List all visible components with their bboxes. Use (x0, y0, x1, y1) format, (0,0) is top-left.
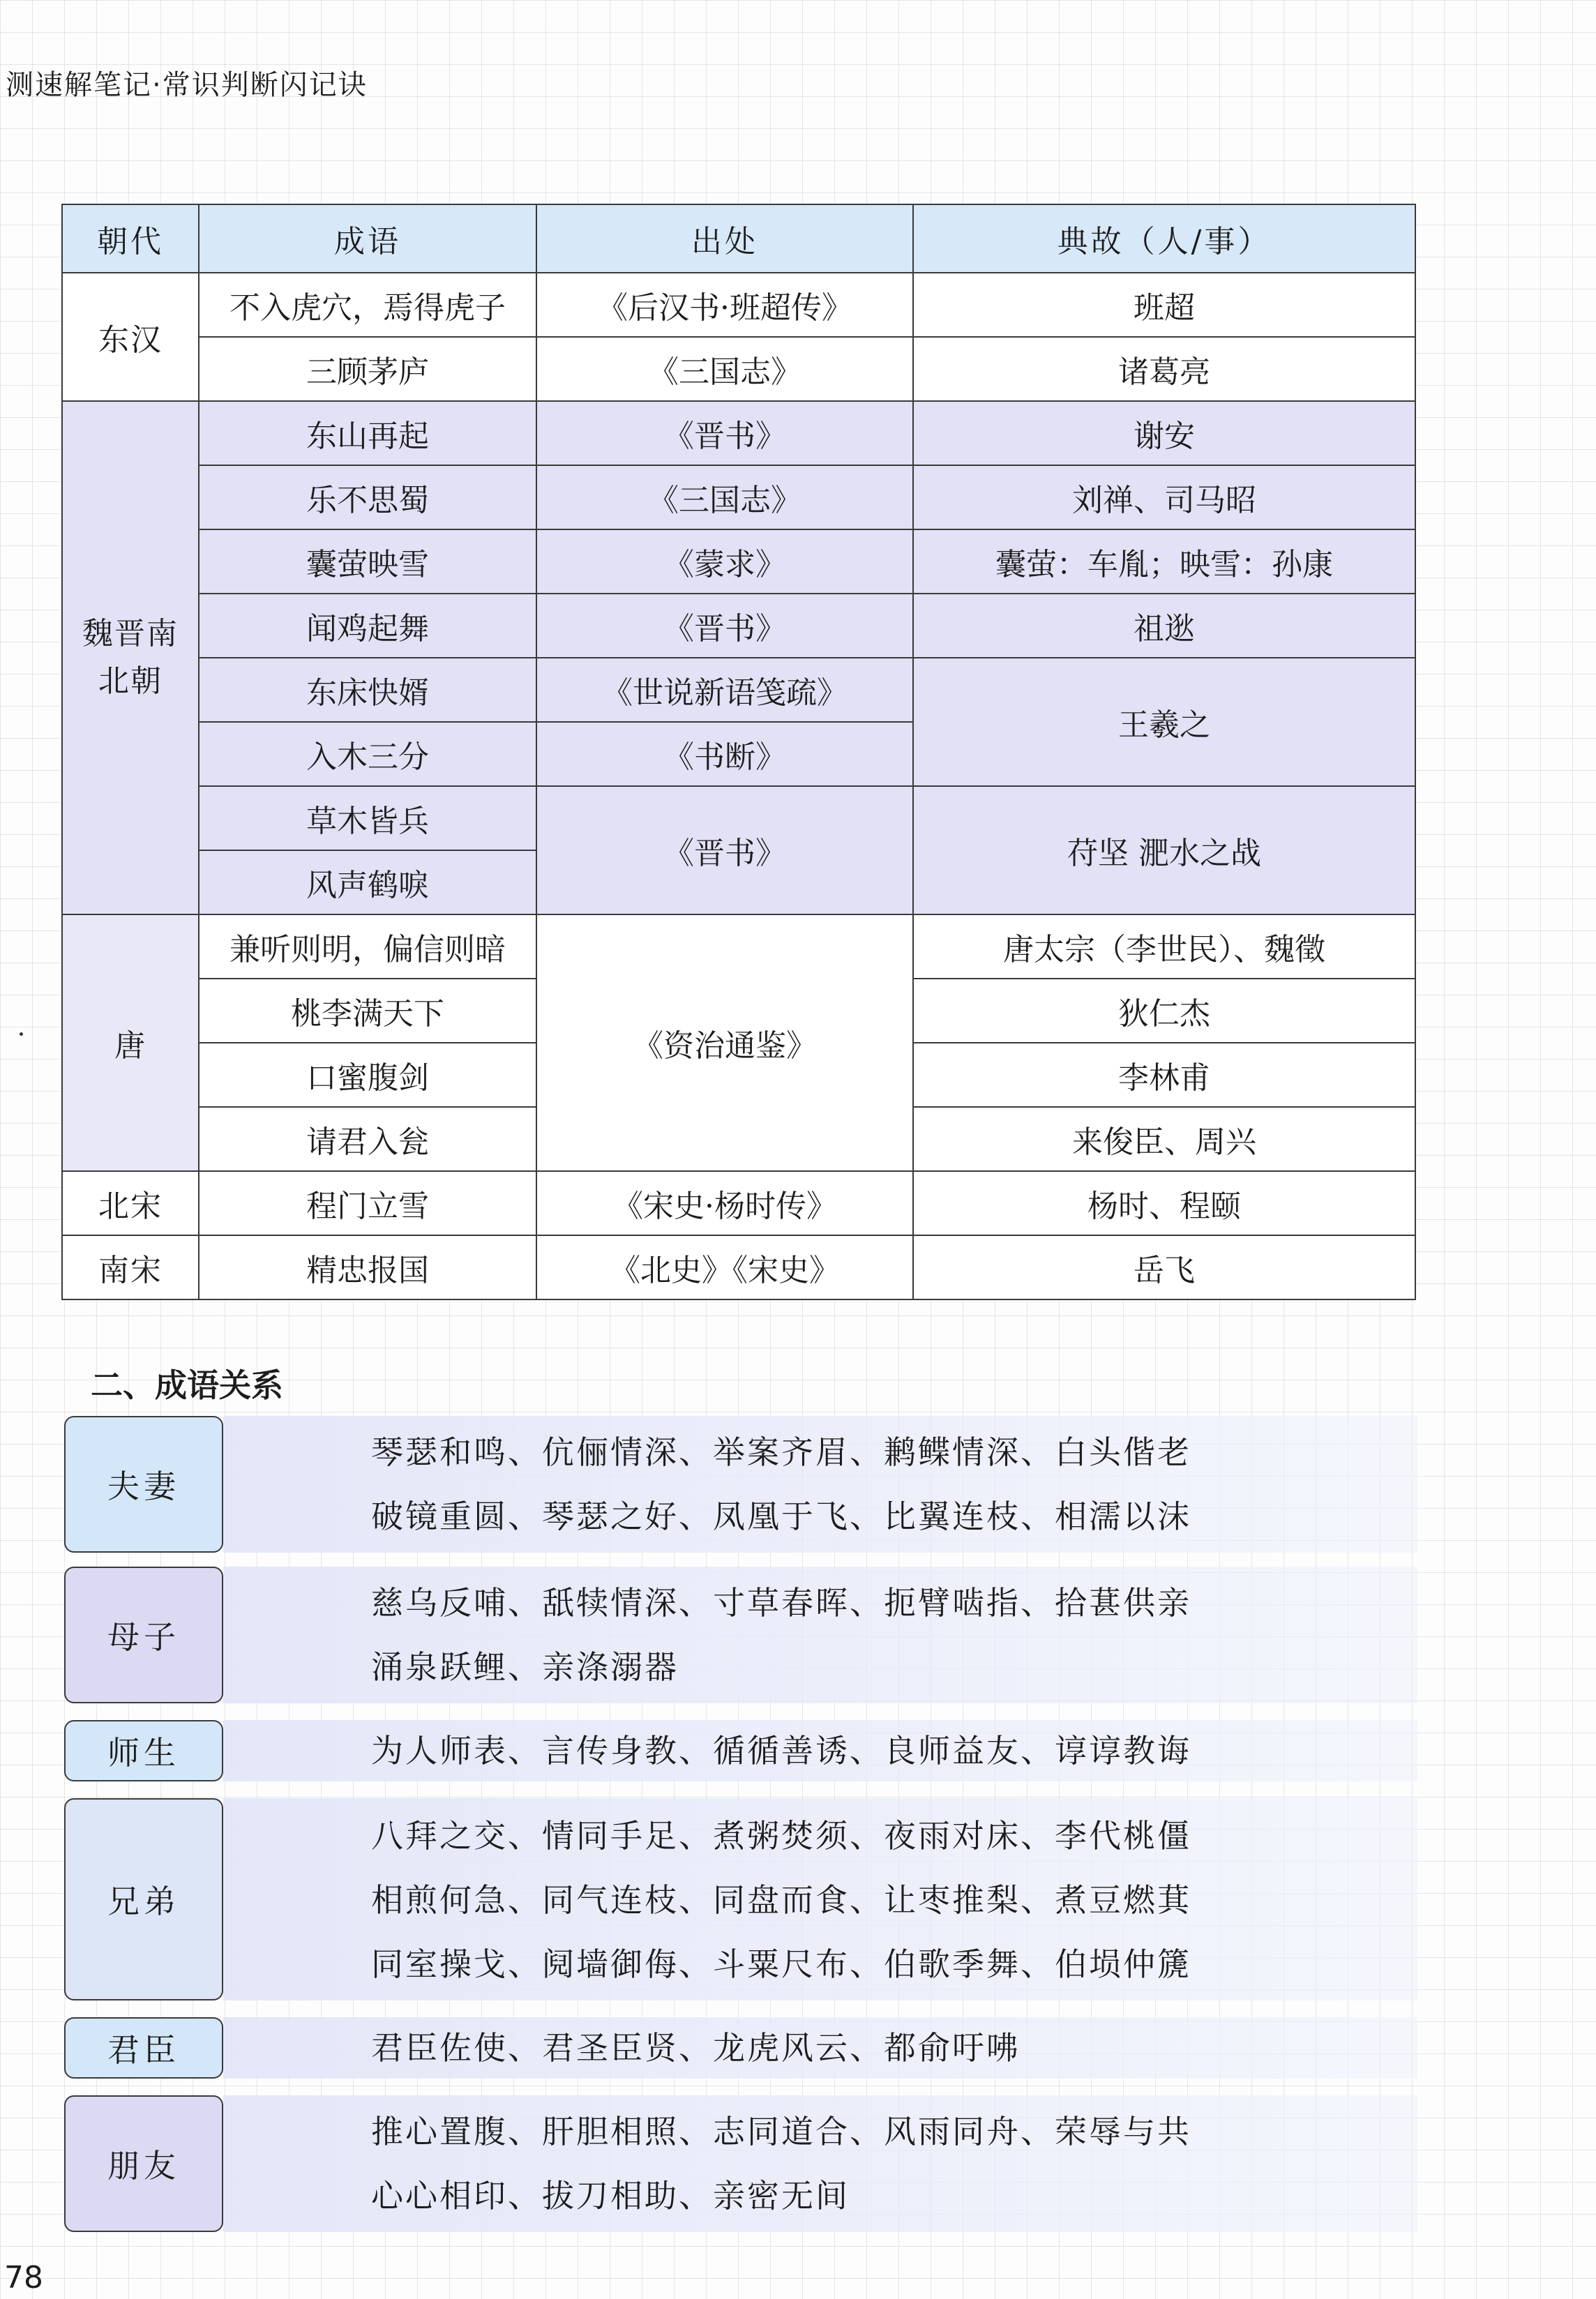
relation-line: 君臣佐使、君圣臣贤、龙虎风云、都俞吁咈 (371, 2029, 1021, 2067)
idiom-cell: 入木三分 (199, 722, 536, 786)
relation-line: 涌泉跃鲤、亲涤溺器 (371, 1648, 679, 1686)
relation-label: 君臣 (64, 2017, 223, 2079)
table-row (62, 273, 1415, 337)
story-cell: 岳飞 (913, 1235, 1415, 1299)
table-row (62, 658, 1415, 722)
idiom-cell: 风声鹤唳 (199, 850, 536, 914)
relation-line: 同室操戈、阋墙御侮、斗粟尺布、伯歌季舞、伯埙仲篪 (371, 1945, 1191, 1983)
dynasty-cell: 南宋 (62, 1235, 199, 1299)
relation-label: 师生 (64, 1720, 223, 1781)
relation-line: 推心置腹、肝胆相照、志同道合、风雨同舟、荣辱与共 (371, 2113, 1191, 2150)
source-cell: 《三国志》 (536, 337, 913, 401)
relation-line: 慈乌反哺、舐犊情深、寸草春晖、扼臂啮指、拾葚供亲 (371, 1584, 1191, 1622)
relation-content (223, 1416, 1417, 1553)
idiom-cell: 桃李满天下 (199, 979, 536, 1043)
table-row (62, 786, 1415, 850)
relation-line: 为人师表、言传身教、循循善诱、良师益友、谆谆教诲 (371, 1732, 1191, 1770)
table-row (62, 337, 1415, 401)
source-cell: 《宋史·杨时传》 (536, 1171, 913, 1235)
table-row (62, 465, 1415, 529)
idiom-cell: 请君入瓮 (199, 1107, 536, 1171)
story-cell: 诸葛亮 (913, 337, 1415, 401)
relation-content (223, 1798, 1417, 2000)
table-row (62, 1171, 1415, 1235)
source-cell: 《晋书》 (536, 594, 913, 658)
idiom-cell: 东山再起 (199, 401, 536, 465)
header-idiom: 成语 (199, 204, 536, 273)
dynasty-cell: 东汉 (62, 273, 199, 401)
idiom-cell: 口蜜腹剑 (199, 1043, 536, 1107)
page-header: 测速解笔记·常识判断闪记诀 (6, 69, 368, 101)
section-title: 二、成语关系 (91, 1366, 283, 1404)
idiom-cell: 乐不思蜀 (199, 465, 536, 529)
relation-label: 母子 (64, 1567, 223, 1703)
story-cell: 王羲之 (913, 658, 1415, 786)
dynasty-cell: 北宋 (62, 1171, 199, 1235)
relation-content (223, 2095, 1417, 2232)
idiom-cell: 三顾茅庐 (199, 337, 536, 401)
story-cell: 来俊臣、周兴 (913, 1107, 1415, 1171)
relation-block (64, 1567, 1417, 1703)
relation-block (64, 2095, 1417, 2232)
source-cell: 《北史》《宋史》 (536, 1235, 913, 1299)
idiom-cell: 兼听则明，偏信则暗 (199, 914, 536, 979)
story-cell: 杨时、程颐 (913, 1171, 1415, 1235)
story-cell: 苻坚 淝水之战 (913, 786, 1415, 914)
story-cell: 刘禅、司马昭 (913, 465, 1415, 529)
margin-dot (20, 1032, 23, 1036)
relation-line: 八拜之交、情同手足、煮粥焚须、夜雨对床、李代桃僵 (371, 1817, 1191, 1855)
relation-line: 破镜重圆、琴瑟之好、凤凰于飞、比翼连枝、相濡以沫 (371, 1498, 1191, 1535)
source-cell: 《后汉书·班超传》 (536, 273, 913, 337)
source-cell: 《晋书》 (536, 401, 913, 465)
relation-label: 夫妻 (64, 1416, 223, 1553)
relation-line: 心心相印、拔刀相助、亲密无间 (371, 2177, 850, 2215)
header-source: 出处 (536, 204, 913, 273)
idiom-cell: 草木皆兵 (199, 786, 536, 850)
header-dynasty: 朝代 (62, 204, 199, 273)
story-cell: 谢安 (913, 401, 1415, 465)
story-cell: 班超 (913, 273, 1415, 337)
relation-block (64, 1720, 1417, 1781)
table-row (62, 401, 1415, 465)
relation-block (64, 2017, 1417, 2079)
source-cell: 《三国志》 (536, 465, 913, 529)
table-row (62, 1235, 1415, 1299)
idiom-cell: 囊萤映雪 (199, 529, 536, 594)
story-cell: 李林甫 (913, 1043, 1415, 1107)
story-cell: 唐太宗（李世民）、魏徵 (913, 914, 1415, 979)
story-cell: 祖逖 (913, 594, 1415, 658)
table-row (62, 914, 1415, 979)
relation-content (223, 1720, 1417, 1781)
relation-content (223, 1567, 1417, 1703)
dynasty-cell: 唐 (62, 914, 199, 1171)
relation-content (223, 2017, 1417, 2079)
dynasty-cell (62, 401, 199, 914)
table-header-row (62, 204, 1415, 273)
relation-label: 朋友 (64, 2095, 223, 2232)
idiom-table (61, 204, 1416, 1300)
idiom-cell: 程门立雪 (199, 1171, 536, 1235)
source-cell: 《资治通鉴》 (536, 914, 913, 1171)
story-cell: 囊萤：车胤；映雪：孙康 (913, 529, 1415, 594)
idiom-cell: 精忠报国 (199, 1235, 536, 1299)
source-cell: 《蒙求》 (536, 529, 913, 594)
source-cell: 《世说新语笺疏》 (536, 658, 913, 722)
relation-label: 兄弟 (64, 1798, 223, 2000)
relation-block (64, 1798, 1417, 2000)
idiom-cell: 闻鸡起舞 (199, 594, 536, 658)
header-story: 典故（人/事） (913, 204, 1415, 273)
page-number: 78 (4, 2260, 43, 2296)
dynasty-text: 魏晋南北朝 (82, 615, 179, 699)
idiom-cell: 东床快婿 (199, 658, 536, 722)
relation-block (64, 1416, 1417, 1553)
table-row (62, 529, 1415, 594)
story-cell: 狄仁杰 (913, 979, 1415, 1043)
table-row (62, 594, 1415, 658)
source-cell: 《晋书》 (536, 786, 913, 914)
idiom-cell: 不入虎穴，焉得虎子 (199, 273, 536, 337)
relation-line: 琴瑟和鸣、伉俪情深、举案齐眉、鹣鲽情深、白头偕老 (371, 1433, 1191, 1471)
relation-line: 相煎何急、同气连枝、同盘而食、让枣推梨、煮豆燃萁 (371, 1881, 1191, 1919)
source-cell: 《书断》 (536, 722, 913, 786)
